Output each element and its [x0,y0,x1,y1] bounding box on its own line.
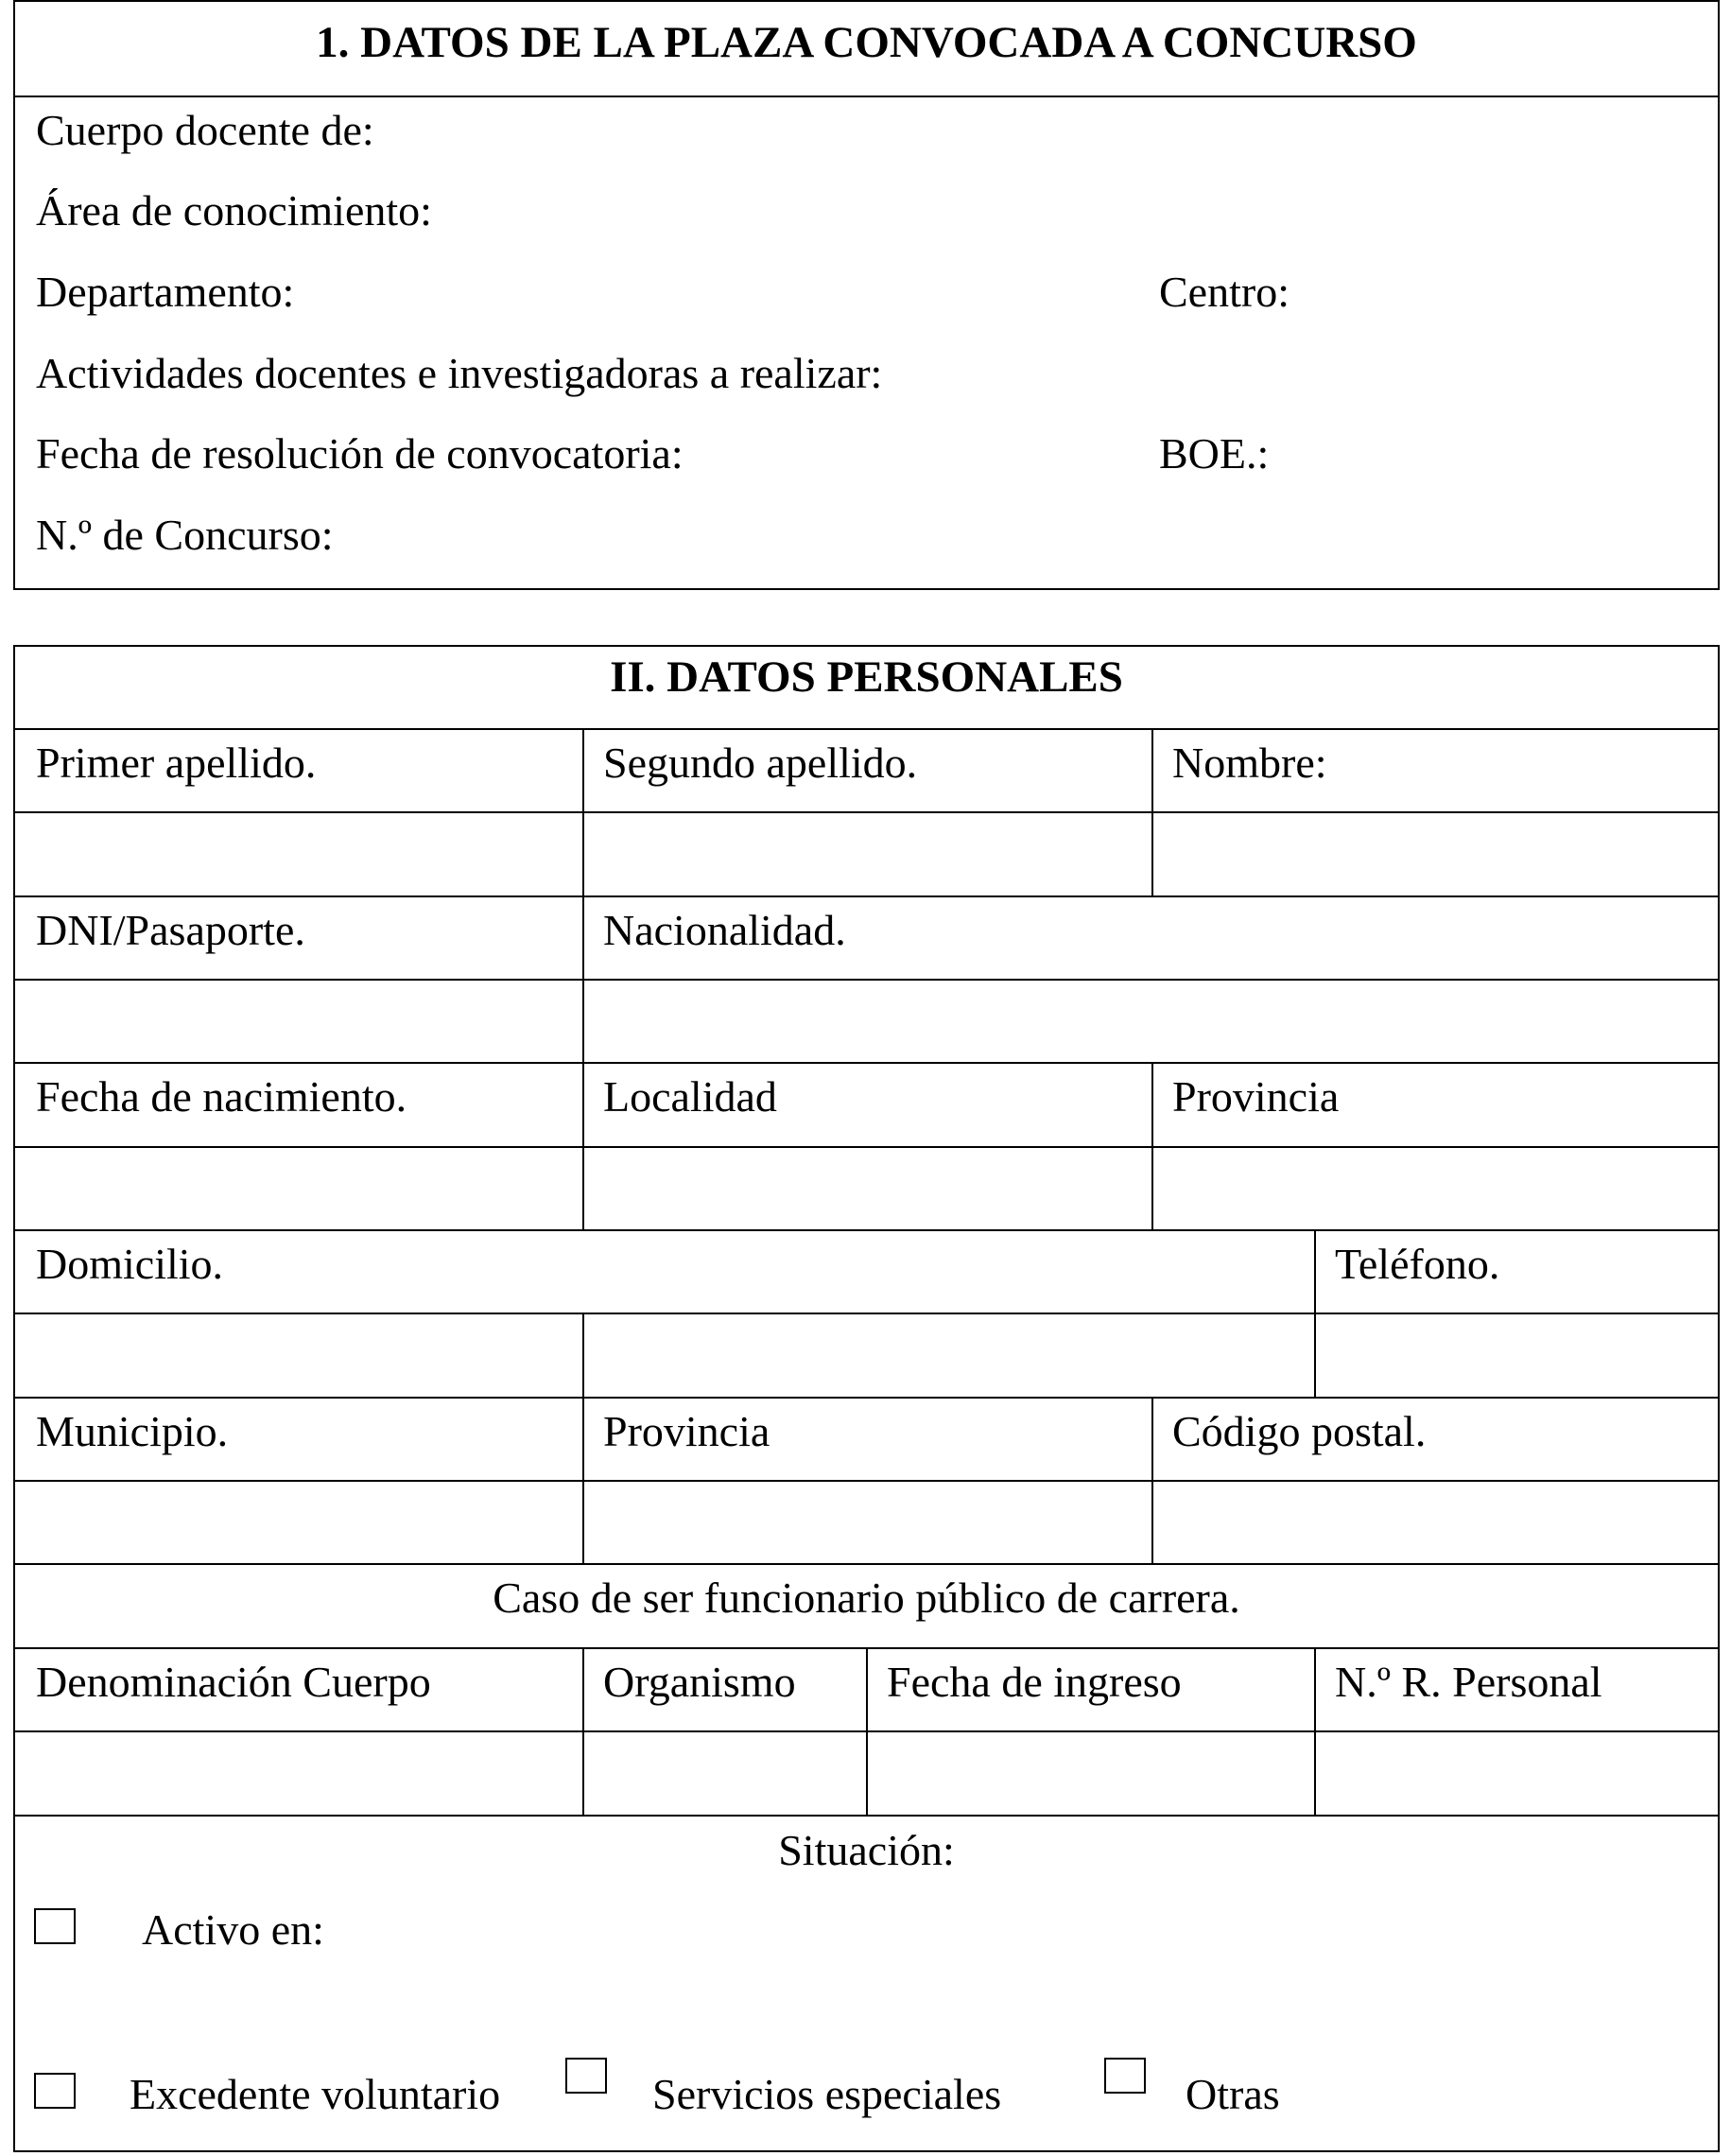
label-localidad: Localidad [603,1072,777,1121]
label-provincia-nacimiento: Provincia [1172,1072,1340,1121]
label-denominacion-cuerpo: Denominación Cuerpo [36,1658,431,1706]
row-divider [15,895,1718,897]
label-activo-en: Activo en: [142,1905,324,1954]
label-dni-pasaporte: DNI/Pasaporte. [36,906,305,954]
field-nacionalidad[interactable] [584,981,1718,1062]
row-divider [15,1397,1718,1399]
label-area-conocimiento: Área de conocimiento: [36,186,432,235]
field-domicilio-2[interactable] [584,1314,1314,1397]
row-divider [15,1062,1718,1064]
label-provincia-domicilio: Provincia [603,1407,770,1455]
label-fecha-ingreso: Fecha de ingreso [887,1658,1182,1706]
label-otras: Otras [1186,2070,1280,2118]
field-telefono[interactable] [1316,1314,1718,1397]
label-num-registro-personal: N.º R. Personal [1335,1658,1602,1706]
label-situacion: Situación: [778,1826,955,1874]
label-departamento: Departamento: [36,268,295,316]
field-fecha-ingreso[interactable] [868,1732,1314,1815]
label-domicilio: Domicilio. [36,1240,224,1288]
row-divider [15,1229,1718,1231]
row-divider [15,1815,1718,1817]
label-municipio: Municipio. [36,1407,229,1455]
field-codigo-postal[interactable] [1153,1482,1718,1563]
label-nombre: Nombre: [1172,739,1327,787]
field-provincia-domicilio[interactable] [584,1482,1151,1563]
label-num-concurso: N.º de Concurso: [36,511,334,559]
section-datos-personales [13,645,1720,2152]
label-centro: Centro: [1159,268,1290,316]
label-segundo-apellido: Segundo apellido. [603,739,918,787]
field-num-registro-personal[interactable] [1316,1732,1718,1815]
field-nombre[interactable] [1153,813,1718,895]
label-actividades: Actividades docentes e investigadoras a realizar: [36,349,883,397]
section1-title: 1. DATOS DE LA PLAZA CONVOCADA A CONCURSO [316,18,1417,67]
field-organismo[interactable] [584,1732,866,1815]
label-servicios-especiales: Servicios especiales [652,2070,1002,2118]
field-fecha-nacimiento[interactable] [15,1148,582,1229]
field-localidad[interactable] [584,1148,1151,1229]
section-plaza-convocada [13,0,1720,590]
field-municipio[interactable] [15,1482,582,1563]
label-excedente-voluntario: Excedente voluntario [130,2070,501,2118]
field-primer-apellido[interactable] [15,813,582,895]
label-primer-apellido: Primer apellido. [36,739,317,787]
field-denominacion-cuerpo[interactable] [15,1732,582,1815]
section2-title: II. DATOS PERSONALES [610,652,1123,702]
label-fecha-nacimiento: Fecha de nacimiento. [36,1072,407,1121]
funcionario-heading: Caso de ser funcionario público de carrera. [493,1574,1240,1622]
checkbox-excedente-voluntario[interactable] [34,2073,76,2109]
label-telefono: Teléfono. [1335,1240,1500,1288]
label-codigo-postal: Código postal. [1172,1407,1427,1455]
checkbox-servicios-especiales[interactable] [565,2058,607,2094]
label-organismo: Organismo [603,1658,796,1706]
checkbox-activo[interactable] [34,1908,76,1944]
field-domicilio-1[interactable] [15,1314,582,1397]
field-segundo-apellido[interactable] [584,813,1151,895]
row-divider [15,728,1718,730]
label-cuerpo-docente: Cuerpo docente de: [36,106,374,154]
label-boe: BOE.: [1159,429,1270,478]
field-dni-pasaporte[interactable] [15,981,582,1062]
label-fecha-resolucion: Fecha de resolución de convocatoria: [36,429,684,478]
section1-title-divider [15,96,1718,97]
label-nacionalidad: Nacionalidad. [603,906,846,954]
checkbox-otras[interactable] [1104,2058,1146,2094]
field-provincia-nacimiento[interactable] [1153,1148,1718,1229]
row-divider [15,1563,1718,1565]
